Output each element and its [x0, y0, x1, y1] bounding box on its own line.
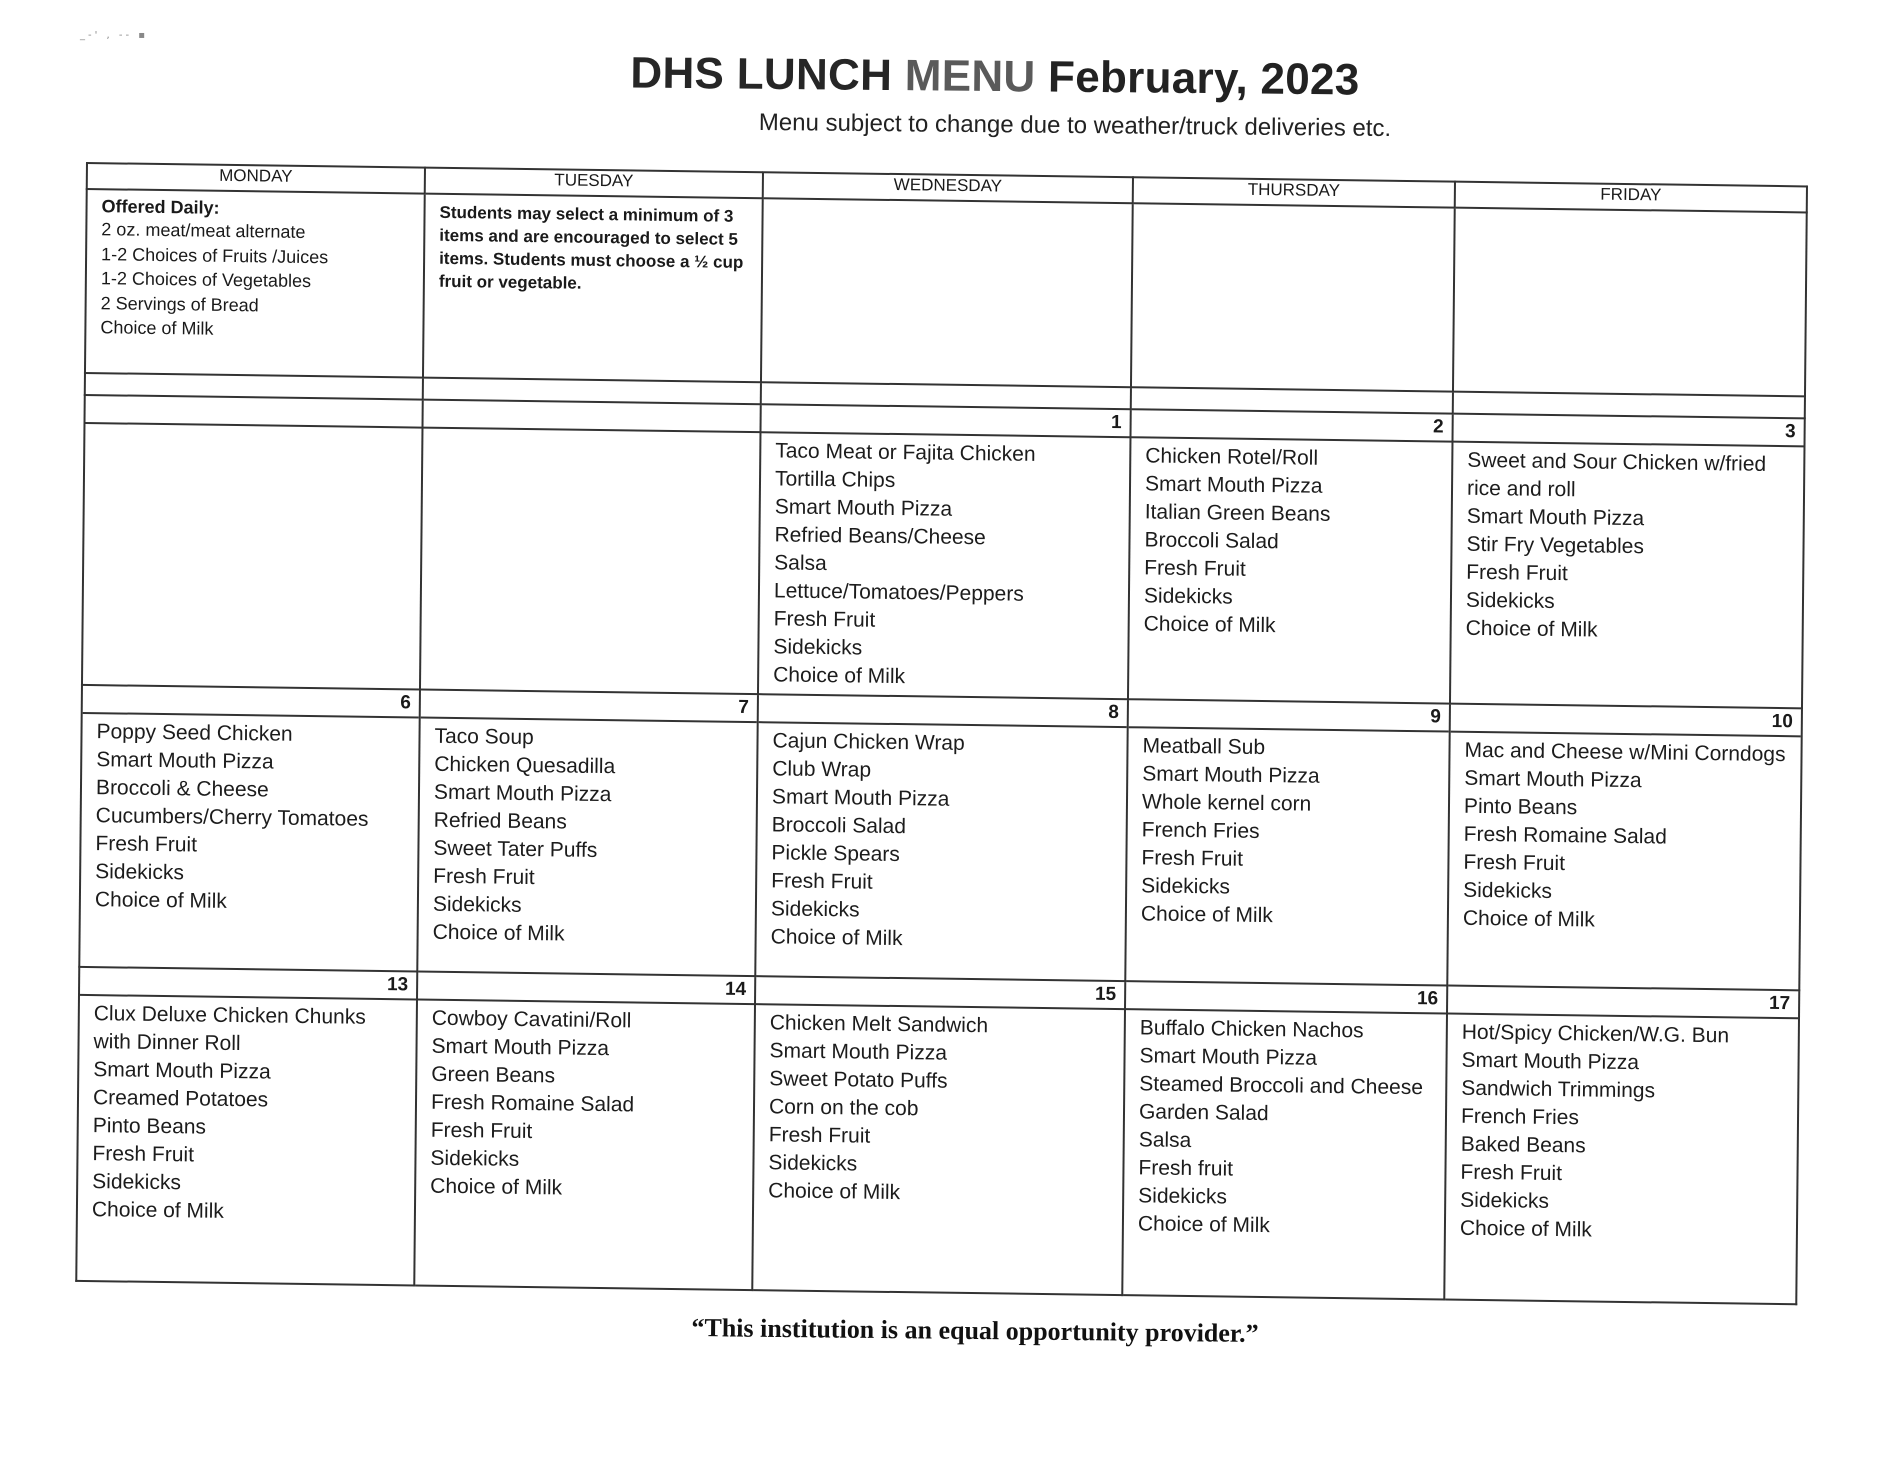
- menu-item: Smart Mouth Pizza: [1464, 766, 1642, 793]
- day-number: 2: [1131, 410, 1451, 442]
- menu-item: Sidekicks: [1143, 584, 1233, 609]
- menu-item: Choice of Milk: [432, 920, 565, 946]
- menu-item: Smart Mouth Pizza: [96, 748, 274, 774]
- day-number: 1: [761, 405, 1129, 438]
- day-cell: [76, 967, 417, 1286]
- menu-item: Sweet Potato Puffs: [769, 1067, 948, 1093]
- menu-item: Poppy Seed Chicken: [96, 720, 293, 746]
- menu-item: Fresh Romaine Salad: [430, 1090, 635, 1117]
- day-cell: [1447, 704, 1802, 991]
- day-number: 14: [418, 973, 754, 1006]
- menu-item: Smart Mouth Pizza: [1139, 1044, 1318, 1070]
- day-number: [85, 396, 421, 429]
- menu-item: Choice of Milk: [770, 925, 903, 951]
- menu-item: Italian Green Beans: [1144, 500, 1331, 526]
- menu-item: Fresh Fruit: [1141, 846, 1244, 871]
- menu-item: Smart Mouth Pizza: [1461, 1048, 1640, 1075]
- menu-item: Fresh Fruit: [771, 869, 873, 894]
- menu-item: Fresh Romaine Salad: [1463, 822, 1667, 849]
- menu-item: Sidekicks: [95, 860, 185, 885]
- menu-item: Choice of Milk: [768, 1179, 901, 1205]
- menu-item-list: [754, 1005, 1124, 1210]
- menu-item: Fresh fruit: [1138, 1156, 1234, 1181]
- menu-item: Corn on the cob: [768, 1095, 919, 1121]
- menu-item: Sidekicks: [773, 635, 863, 660]
- menu-item-list: [1127, 728, 1449, 932]
- day-cell: [414, 972, 755, 1291]
- menu-item-list: [419, 719, 757, 952]
- menu-item: Broccoli Salad: [771, 813, 907, 839]
- title-dhs: DHS: [630, 48, 725, 99]
- offered-daily-line: Choice of Milk: [100, 317, 214, 339]
- menu-item: Garden Salad: [1138, 1100, 1269, 1126]
- menu-item: Refried Beans/Cheese: [774, 523, 986, 550]
- menu-item: Sidekicks: [1465, 588, 1555, 613]
- week-row: [82, 395, 1805, 708]
- menu-item: Cajun Chicken Wrap: [772, 729, 965, 755]
- menu-item: Cowboy Cavatini/Roll: [431, 1006, 632, 1033]
- offered-daily-title: Offered Daily:: [101, 196, 220, 218]
- menu-item: Whole kernel corn: [1141, 790, 1312, 816]
- day-cell: [1122, 981, 1447, 1299]
- menu-item: Choice of Milk: [1462, 906, 1595, 932]
- day-cell: [1128, 409, 1453, 703]
- menu-item: Sidekicks: [770, 897, 860, 922]
- empty-info-cell: [761, 198, 1133, 387]
- info-row: [85, 189, 1807, 396]
- day-number: 13: [80, 968, 416, 1001]
- menu-item-list: [1130, 438, 1452, 642]
- weekday-header-tuesday: TUESDAY: [425, 168, 763, 199]
- menu-item: Smart Mouth Pizza: [431, 1034, 610, 1061]
- day-cell: [1125, 699, 1450, 985]
- menu-item: Fresh Fruit: [433, 864, 535, 890]
- weeks-body: [76, 395, 1805, 1304]
- menu-item-list: [1124, 1010, 1446, 1242]
- empty-info-cell: [1131, 203, 1455, 391]
- day-number: 6: [83, 686, 419, 719]
- menu-item: Choice of Milk: [1465, 616, 1598, 642]
- weekday-header-thursday: THURSDAY: [1133, 177, 1455, 207]
- menu-item: Mac and Cheese w/Mini Corndogs: [1464, 738, 1786, 767]
- menu-item: Clux Deluxe Chicken Chunks: [93, 1002, 366, 1029]
- day-cell: [417, 690, 758, 977]
- menu-item: Sidekicks: [768, 1151, 858, 1176]
- menu-item: Sidekicks: [1460, 1188, 1550, 1213]
- menu-item: Choice of Milk: [94, 888, 227, 913]
- menu-item: Smart Mouth Pizza: [769, 1039, 948, 1065]
- page-title: [45, 43, 1900, 111]
- menu-item: Smart Mouth Pizza: [774, 495, 953, 521]
- menu-item: Choice of Milk: [91, 1198, 224, 1223]
- menu-item-list: [1446, 1015, 1798, 1248]
- day-cell: [752, 976, 1125, 1295]
- menu-item: Fresh Fruit: [95, 832, 198, 857]
- offered-daily-cell: [85, 189, 425, 378]
- menu-item: Sidekicks: [432, 892, 522, 917]
- offered-daily-line: 2 oz. meat/meat alternate: [101, 219, 306, 242]
- menu-item: Club Wrap: [772, 757, 872, 782]
- menu-item: Smart Mouth Pizza: [1144, 472, 1323, 498]
- menu-item: Broccoli & Cheese: [95, 776, 269, 802]
- title-lunch: LUNCH: [736, 49, 893, 101]
- menu-item: Sweet and Sour Chicken w/fried rice and roll: [1466, 448, 1767, 502]
- menu-item: Meatball Sub: [1142, 734, 1266, 760]
- menu-item: Taco Meat or Fajita Chicken: [775, 439, 1036, 466]
- menu-item: Fresh Fruit: [1144, 556, 1246, 581]
- day-number: 8: [759, 695, 1127, 728]
- menu-item: Sandwich Trimmings: [1461, 1076, 1656, 1103]
- menu-item: French Fries: [1460, 1104, 1579, 1130]
- menu-item: Fresh Fruit: [1463, 850, 1566, 876]
- menu-item: Sidekicks: [1138, 1184, 1228, 1209]
- day-number: 10: [1451, 705, 1801, 738]
- menu-item: Fresh Fruit: [1460, 1160, 1563, 1186]
- menu-item: Pinto Beans: [92, 1114, 207, 1139]
- day-number: 15: [756, 977, 1124, 1010]
- menu-item: French Fries: [1141, 818, 1260, 843]
- menu-item: Refried Beans: [433, 808, 567, 834]
- menu-item: Fresh Fruit: [768, 1123, 871, 1148]
- title-menu: MENU: [904, 51, 1036, 102]
- day-number: 3: [1453, 415, 1803, 448]
- equal-opportunity-statement: “This institution is an equal opportunity provider.”: [691, 1313, 1259, 1348]
- day-cell: [79, 685, 420, 972]
- offered-daily-line: 2 Servings of Bread: [100, 292, 259, 315]
- day-number: 7: [421, 691, 757, 724]
- menu-item: Choice of Milk: [1137, 1212, 1270, 1238]
- menu-item: Fresh Fruit: [92, 1142, 195, 1167]
- weekday-header-friday: FRIDAY: [1455, 182, 1807, 213]
- menu-item: Smart Mouth Pizza: [1466, 504, 1645, 531]
- menu-item: Cucumbers/Cherry Tomatoes: [95, 804, 369, 831]
- menu-item: Fresh Fruit: [1466, 560, 1568, 586]
- menu-item: Buffalo Chicken Nachos: [1139, 1016, 1364, 1043]
- document-header: [0, 48, 1900, 143]
- menu-item: Fresh Fruit: [430, 1118, 533, 1144]
- menu-item: Chicken Quesadilla: [434, 752, 616, 779]
- menu-item: Salsa: [1138, 1128, 1192, 1153]
- menu-item: Fresh Fruit: [773, 607, 876, 632]
- day-number: 16: [1126, 982, 1446, 1014]
- menu-item-list: [1452, 443, 1804, 648]
- title-date: February, 2023: [1047, 52, 1360, 105]
- weekday-header-wednesday: WEDNESDAY: [763, 172, 1133, 203]
- menu-item: Salsa: [774, 551, 827, 576]
- day-number: 9: [1129, 700, 1449, 732]
- menu-item-list: [759, 433, 1129, 694]
- menu-item: Steamed Broccoli and Cheese: [1139, 1072, 1424, 1100]
- menu-item-list: [757, 723, 1127, 956]
- scan-marks: _-' , -- ▪: [80, 30, 149, 41]
- day-cell: [420, 400, 761, 695]
- menu-item: Smart Mouth Pizza: [93, 1058, 271, 1084]
- menu-item: Chicken Rotel/Roll: [1145, 444, 1319, 470]
- menu-item: Smart Mouth Pizza: [433, 780, 612, 807]
- offered-daily-line: 1-2 Choices of Vegetables: [100, 268, 312, 292]
- day-number: 17: [1448, 987, 1798, 1020]
- menu-item: Lettuce/Tomatoes/Peppers: [773, 579, 1024, 606]
- day-cell: [82, 395, 423, 690]
- page-subtitle: Menu subject to change due to weather/truck deliveries etc.: [758, 108, 1392, 143]
- menu-calendar: [75, 162, 1806, 1305]
- menu-item: Smart Mouth Pizza: [1142, 762, 1320, 788]
- menu-item-list: [1449, 733, 1801, 938]
- day-cell: [1444, 986, 1799, 1305]
- menu-item: Broccoli Salad: [1144, 528, 1279, 554]
- menu-item: Green Beans: [431, 1062, 556, 1088]
- menu-item: with Dinner Roll: [93, 1030, 241, 1056]
- calendar-table: [75, 162, 1808, 1305]
- day-cell: [1450, 414, 1805, 709]
- menu-item: Hot/Spicy Chicken/W.G. Bun: [1461, 1020, 1730, 1048]
- menu-item: Sidekicks: [92, 1170, 182, 1195]
- week-row: [76, 967, 1799, 1304]
- menu-item: Choice of Milk: [1459, 1216, 1592, 1242]
- menu-item: Chicken Melt Sandwich: [769, 1011, 989, 1038]
- menu-item: Tortilla Chips: [774, 467, 896, 493]
- menu-item: Choice of Milk: [1140, 902, 1273, 928]
- week-row: [79, 685, 1802, 990]
- menu-item: Choice of Milk: [1143, 612, 1276, 638]
- menu-item: Smart Mouth Pizza: [771, 785, 950, 811]
- menu-item: Sidekicks: [430, 1146, 520, 1171]
- weekday-header-monday: MONDAY: [87, 163, 425, 194]
- offered-daily-line: 1-2 Choices of Fruits /Juices: [101, 243, 329, 267]
- menu-item: Sidekicks: [1463, 878, 1553, 903]
- menu-item-list: [416, 1001, 754, 1206]
- menu-item: Pickle Spears: [771, 841, 900, 867]
- day-number: [423, 401, 759, 434]
- empty-info-cell: [1453, 208, 1807, 397]
- menu-item: Choice of Milk: [430, 1174, 563, 1200]
- menu-item: Sidekicks: [1141, 874, 1231, 899]
- menu-item: Taco Soup: [434, 724, 534, 750]
- menu-item: Stir Fry Vegetables: [1466, 532, 1645, 559]
- menu-item: Baked Beans: [1460, 1132, 1586, 1158]
- day-cell: [758, 404, 1131, 699]
- menu-item: Choice of Milk: [773, 663, 906, 689]
- menu-item: Sweet Tater Puffs: [433, 836, 598, 862]
- menu-item: Creamed Potatoes: [92, 1086, 269, 1112]
- student-selection-note: Students may select a minimum of 3 items and are encouraged to select 5 items. Students must choose a ½ cup fruit or vegetable.: [438, 202, 744, 293]
- menu-item: Pinto Beans: [1463, 794, 1578, 820]
- menu-item-list: [78, 996, 416, 1229]
- menu-item-list: [81, 714, 419, 919]
- day-cell: [755, 694, 1128, 981]
- student-note-cell: [423, 194, 763, 383]
